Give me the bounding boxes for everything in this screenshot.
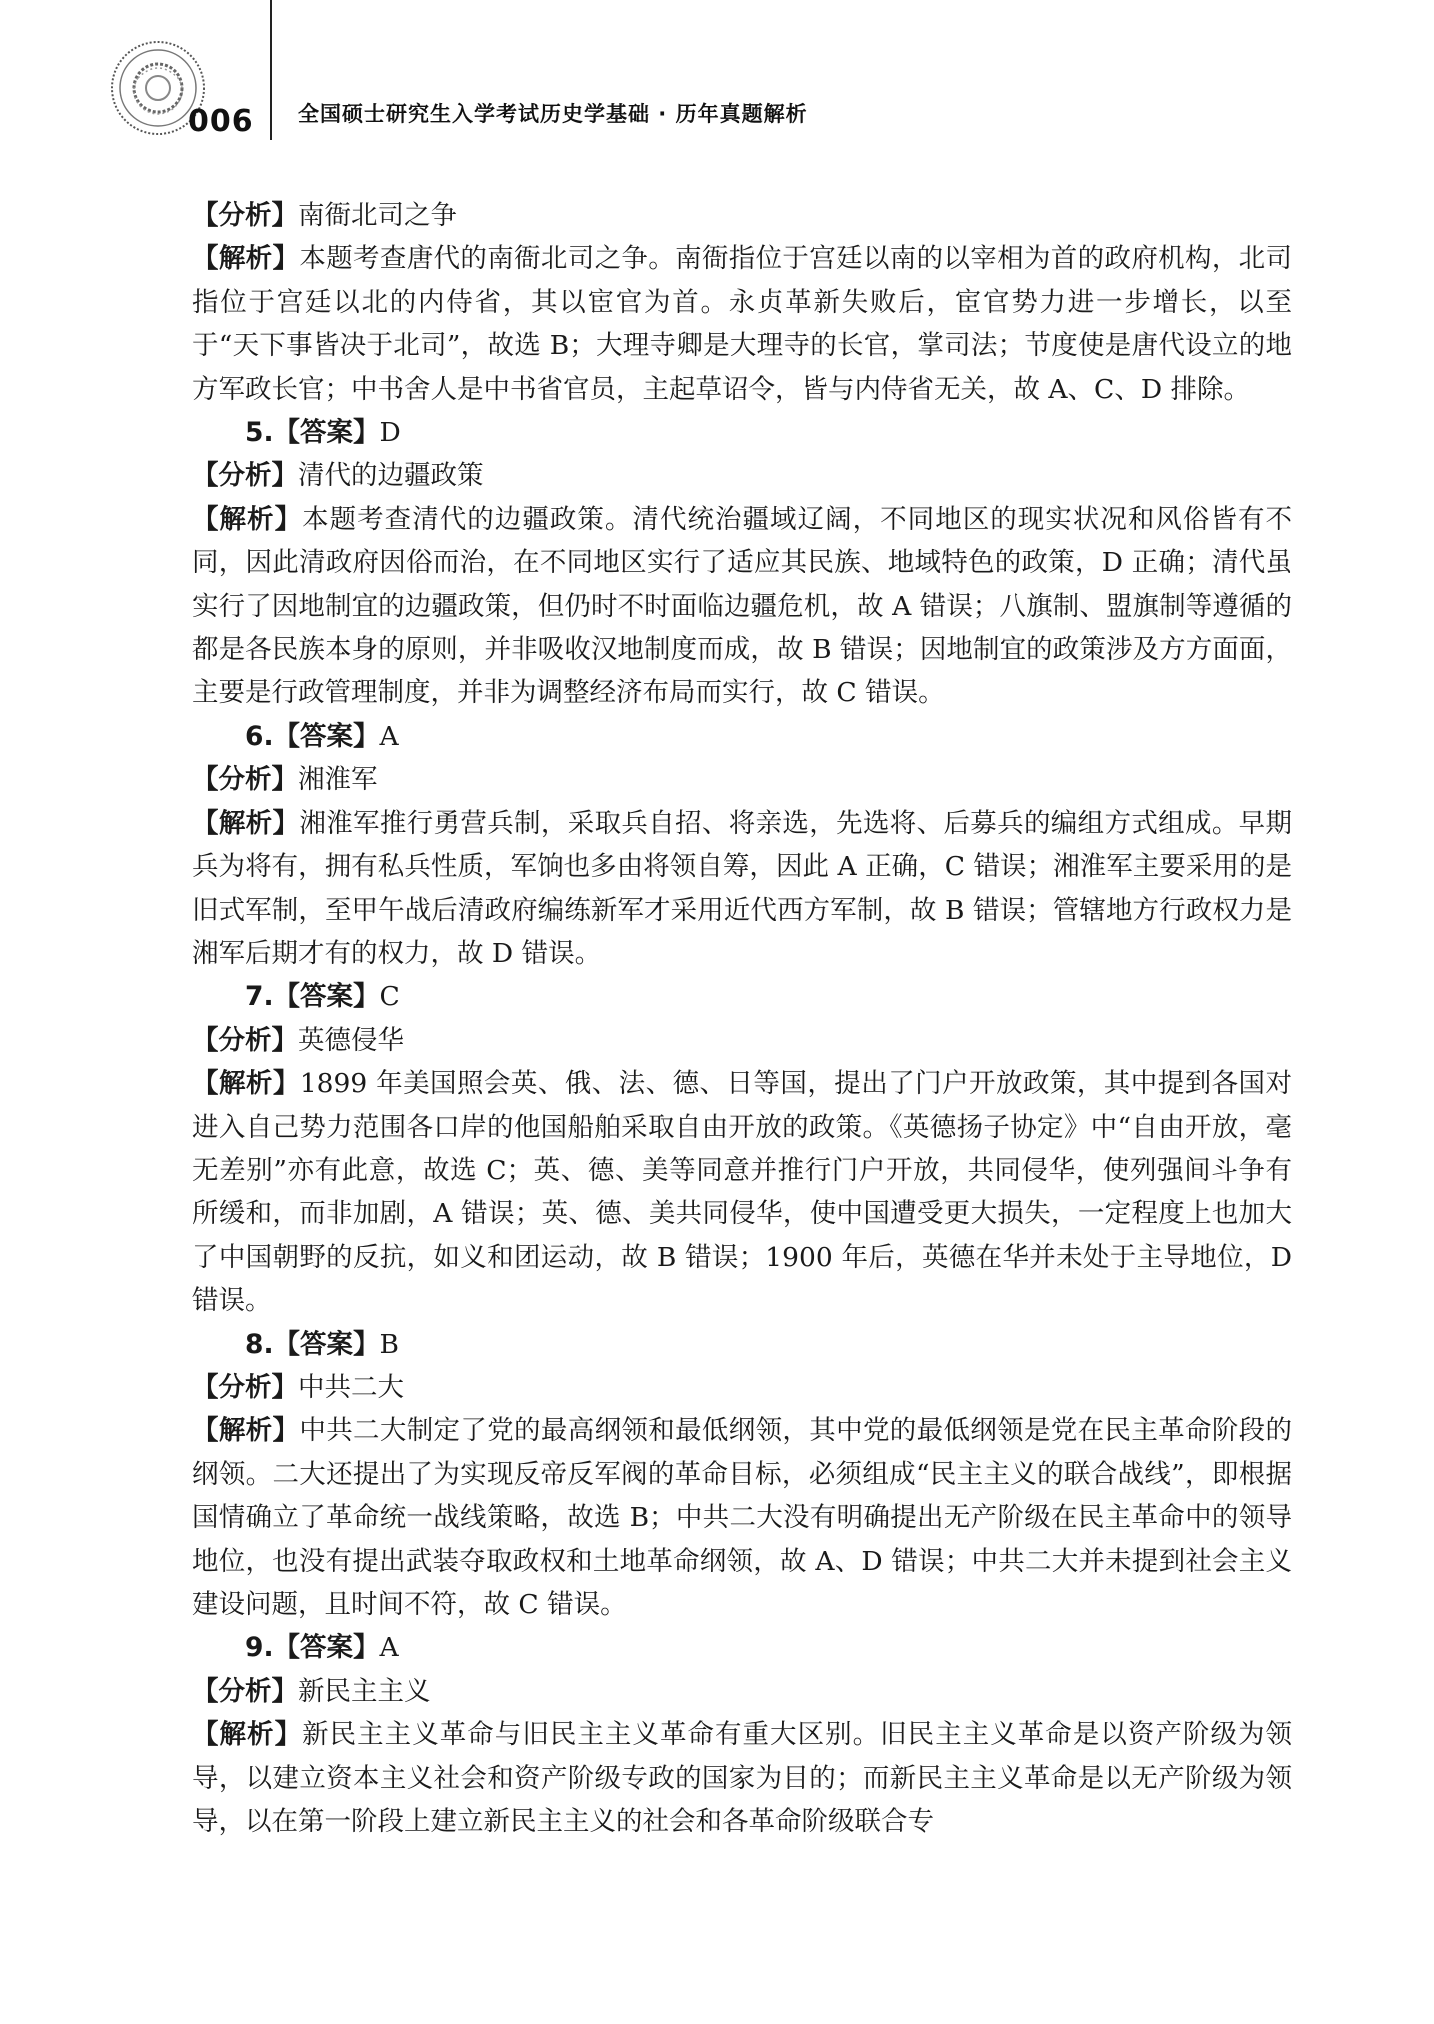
analysis-label: 【分析】 xyxy=(192,1024,298,1056)
q8-analysis xyxy=(192,1366,1292,1409)
q8-explanation xyxy=(192,1409,1292,1626)
question-number: 8. xyxy=(245,1328,274,1360)
page-number: 006 xyxy=(188,104,254,139)
analysis-text: 新民主主义 xyxy=(298,1675,431,1707)
explanation-label: 【解析】 xyxy=(192,243,300,275)
explanation-text: 本题考查清代的边疆政策。清代统治疆域辽阔，不同地区的现实状况和风俗皆有不同，因此清政府因俗而治，在不同地区实行了适应其民族、地域特色的政策，D 正确；清代虽实行了因地制宜的边疆政策，但仍时不时面临边疆危机，故 A 错误；八旗制、盟旗制等遵循的都是各民族本身的原则，并非吸收汉地制度而成，故 B 错误；因地制宜的政策涉及方方面面，主要是行政管理制度，并非为调整经济布局而实行，故 C 错误。 xyxy=(192,503,1293,709)
analysis-label: 【分析】 xyxy=(192,764,298,796)
explanation-text: 中共二大制定了党的最高纲领和最低纲领，其中党的最低纲领是党在民主革命阶段的纲领。二大还提出了为实现反帝反军阀的革命目标，必须组成“民主主义的联合战线”，即根据国情确立了革命统一战线策略，故选 B；中共二大没有明确提出无产阶级在民主革命中的领导地位，也没有提出武装夺取政权和土地革命纲领，故 A、D 错误；中共二大并未提到社会主义建设问题，且时间不符，故 C 错误。 xyxy=(192,1415,1293,1620)
intro-analysis xyxy=(192,194,1292,237)
question-number: 5. xyxy=(245,417,274,449)
q8-answer xyxy=(192,1323,1292,1366)
question-number: 6. xyxy=(245,720,274,752)
page-content xyxy=(192,194,1292,1843)
analysis-label: 【分析】 xyxy=(192,460,298,492)
explanation-text: 湘淮军推行勇营兵制，采取兵自招、将亲选，先选将、后募兵的编组方式组成。早期兵为将有，拥有私兵性质，军饷也多由将领自筹，因此 A 正确，C 错误；湘淮军主要采用的是旧式军制，至甲午战后清政府编练新军才采用近代西方军制，故 B 错误；管辖地方行政权力是湘军后期才有的权力，故 D 错误。 xyxy=(192,807,1293,969)
explanation-label: 【解析】 xyxy=(192,1068,300,1100)
running-title: 全国硕士研究生入学考试历史学基础 · 历年真题解析 xyxy=(298,102,808,126)
analysis-text: 英德侵华 xyxy=(298,1024,404,1056)
answer-label: 【答案】 xyxy=(273,1632,380,1664)
analysis-text: 湘淮军 xyxy=(298,764,378,796)
answer-label: 【答案】 xyxy=(273,981,380,1013)
analysis-label: 【分析】 xyxy=(192,200,298,231)
q9-answer xyxy=(192,1626,1292,1669)
header-divider xyxy=(270,0,272,140)
analysis-text: 南衙北司之争 xyxy=(298,200,457,231)
analysis-label: 【分析】 xyxy=(192,1371,298,1403)
q6-explanation xyxy=(192,802,1292,976)
q5-explanation xyxy=(192,498,1292,715)
explanation-label: 【解析】 xyxy=(192,1415,300,1447)
q9-explanation xyxy=(192,1713,1292,1843)
answer-label: 【答案】 xyxy=(273,417,380,449)
answer-value: B xyxy=(379,1328,399,1360)
answer-value: A xyxy=(379,720,399,752)
q7-answer xyxy=(192,975,1292,1018)
answer-value: A xyxy=(379,1632,399,1664)
explanation-label: 【解析】 xyxy=(192,1719,303,1751)
q7-explanation xyxy=(192,1062,1292,1322)
analysis-label: 【分析】 xyxy=(192,1675,298,1707)
q6-answer xyxy=(192,715,1292,758)
q9-analysis xyxy=(192,1670,1292,1713)
explanation-label: 【解析】 xyxy=(192,807,300,839)
q6-analysis xyxy=(192,758,1292,801)
q5-answer xyxy=(192,411,1292,454)
answer-label: 【答案】 xyxy=(273,720,380,752)
intro-explanation xyxy=(192,237,1292,411)
answer-value: D xyxy=(379,417,401,449)
explanation-text: 1899 年美国照会英、俄、法、德、日等国，提出了门户开放政策，其中提到各国对进入自己势力范围各口岸的他国船舶采取自由开放的政策。《英德扬子协定》中“自由开放，毫无差别”亦有此意，故选 C；英、德、美等同意并推行门户开放，共同侵华，使列强间斗争有所缓和，而非加剧，A 错误；英、德、美共同侵华，使中国遭受更大损失，一定程度上也加大了中国朝野的反抗，如义和团运动，故 B 错误；1900 年后，英德在华并未处于主导地位，D 错误。 xyxy=(192,1068,1292,1317)
q7-analysis xyxy=(192,1019,1292,1062)
explanation-text: 新民主主义革命与旧民主主义革命有重大区别。旧民主主义革命是以资产阶级为领导，以建立资本主义社会和资产阶级专政的国家为目的；而新民主主义革命是以无产阶级为领导，以在第一阶段上建立新民主主义的社会和各革命阶级联合专 xyxy=(192,1719,1293,1838)
answer-label: 【答案】 xyxy=(273,1328,380,1360)
explanation-text: 本题考查唐代的南衙北司之争。南衙指位于宫廷以南的以宰相为首的政府机构，北司指位于宫廷以北的内侍省，其以宦官为首。永贞革新失败后，宦官势力进一步增长，以至于“天下事皆决于北司”，故选 B；大理寺卿是大理寺的长官，掌司法；节度使是唐代设立的地方军政长官；中书舍人是中书省官员，主起草诏令，皆与内侍省无关，故 A、C、D 排除。 xyxy=(192,243,1293,405)
analysis-text: 清代的边疆政策 xyxy=(298,460,484,492)
answer-value: C xyxy=(379,981,400,1013)
explanation-label: 【解析】 xyxy=(192,503,303,535)
q5-analysis xyxy=(192,454,1292,497)
question-number: 7. xyxy=(245,981,274,1013)
analysis-text: 中共二大 xyxy=(298,1371,404,1403)
question-number: 9. xyxy=(245,1632,274,1664)
